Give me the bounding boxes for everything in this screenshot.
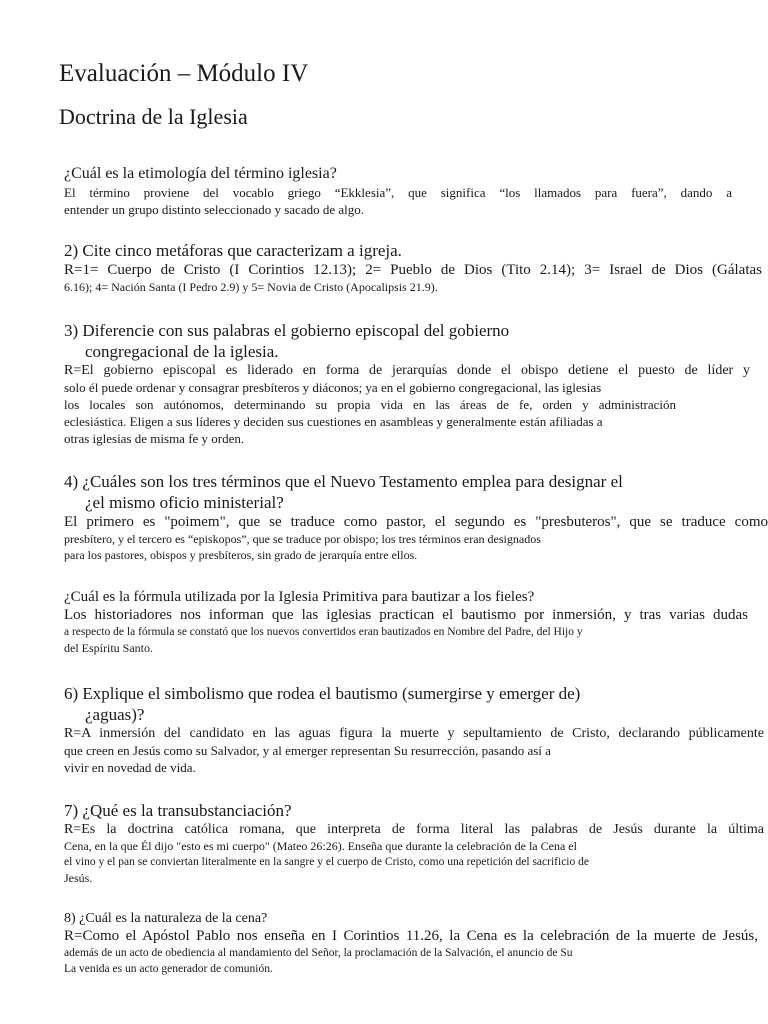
question-block-4	[64, 471, 768, 563]
question-block-6	[64, 683, 764, 776]
answer-line: R=Es la doctrina católica romana, que interpreta de forma literal las palabras de Jesús durante la última	[64, 822, 764, 837]
answer-line: El término proviene del vocablo griego “Ekklesia”, que significa “los llamados para fuera”, dando a	[64, 185, 732, 200]
answer-line: además de un acto de obediencia al mandamiento del Señor, la proclamación de la Salvación, el anuncio de Su	[64, 947, 573, 959]
question-text: ¿aguas)?	[85, 705, 145, 724]
answer-line: R=A inmersión del candidato en las aguas figura la muerte y sepultamiento de Cristo, declarando públicamente	[64, 726, 764, 741]
question-text: ¿el mismo oficio ministerial?	[85, 493, 284, 512]
answer-line: eclesiástica. Eligen a sus líderes y deciden sus cuestiones en asambleas y generalmente están afiliadas a	[64, 414, 603, 429]
question-text: 6) Explique el simbolismo que rodea el bautismo (sumergirse y emerger de)	[64, 684, 581, 703]
answer-line: Los historiadores nos informan que las iglesias practican el bautismo por inmersión, y tras varias dudas	[64, 607, 748, 623]
question-text: 4) ¿Cuáles son los tres términos que el Nuevo Testamento emplea para designar el	[64, 472, 623, 491]
question-text: 2) Cite cinco metáforas que caracterizam a igreja.	[64, 241, 402, 260]
question-block-2	[64, 240, 762, 295]
answer-line: R=El gobierno episcopal es liderado en forma de jerarquías donde el obispo detiene el puesto de líder y	[64, 363, 750, 378]
question-text: ¿Cuál es la fórmula utilizada por la Iglesia Primitiva para bautizar a los fieles?	[64, 589, 535, 605]
answer-line: vivir en novedad de vida.	[64, 760, 196, 775]
answer-line: entender un grupo distinto seleccionado y sacado de algo.	[64, 202, 364, 217]
question-block-1	[64, 164, 754, 218]
answer-line: solo él puede ordenar y consagrar presbíteros y diáconos; ya en el gobierno congregacional, las iglesias	[64, 380, 602, 395]
question-text: 3) Diferencie con sus palabras el gobierno episcopal del gobierno	[64, 321, 510, 340]
answer-line: Cena, en la que Él dijo "esto es mi cuerpo" (Mateo 26:26). Enseña que durante la celebración de la Cena el	[64, 839, 577, 853]
question-text: 8) ¿Cuál es la naturaleza de la cena?	[64, 911, 268, 926]
question-block-5	[64, 588, 754, 656]
answer-line: del Espíritu Santo.	[64, 641, 153, 655]
answer-line: R=Como el Apóstol Pablo nos enseña en I Corintios 11.26, la Cena es la celebración de la muerte de Jesús,	[64, 928, 758, 944]
answer-line: El primero es "poimem", que se traduce como pastor, el segundo es "presbuteros", que se traduce como	[64, 514, 768, 530]
question-text: congregacional de la iglesia.	[85, 342, 279, 361]
question-block-7	[64, 800, 764, 886]
answer-line: otras iglesias de misma fe y orden.	[64, 431, 245, 446]
answer-line: que creen en Jesús como su Salvador, y al emerger representan Su resurrección, pasando así a	[64, 743, 551, 758]
document-title: Evaluación – Módulo IV	[59, 60, 309, 87]
answer-line: presbítero, y el tercero es “episkopos”, que se traduce por obispo; los tres términos eran designados	[64, 532, 541, 546]
question-block-3	[64, 320, 754, 447]
answer-line: R=1= Cuerpo de Cristo (I Corintios 12.13); 2= Pueblo de Dios (Tito 2.14); 3= Israel de Dios (Gálatas	[64, 262, 762, 278]
answer-line: para los pastores, obispos y presbíteros, sin grado de jerarquía entre ellos.	[64, 548, 418, 562]
question-block-8	[64, 910, 758, 977]
answer-line: los locales son autónomos, determinando su propia vida en las áreas de fe, orden y administración	[64, 397, 676, 412]
question-text: 7) ¿Qué es la transubstanciación?	[64, 801, 292, 820]
answer-line: el vino y el pan se conviertan literalmente en la sangre y el cuerpo de Cristo, como una repetición del sacrificio de	[64, 856, 589, 868]
answer-line: Jesús.	[64, 871, 93, 885]
question-text: ¿Cuál es la etimología del término iglesia?	[64, 165, 337, 182]
answer-line: 6.16); 4= Nación Santa (I Pedro 2.9) y 5= Novia de Cristo (Apocalipsis 21.9).	[64, 280, 438, 294]
document-subtitle: Doctrina de la Iglesia	[59, 104, 248, 129]
answer-line: La venida es un acto generador de comunión.	[64, 963, 273, 975]
answer-line: a respecto de la fórmula se constató que los nuevos convertidos eran bautizados en Nombre del Padre, del Hijo y	[64, 626, 583, 638]
